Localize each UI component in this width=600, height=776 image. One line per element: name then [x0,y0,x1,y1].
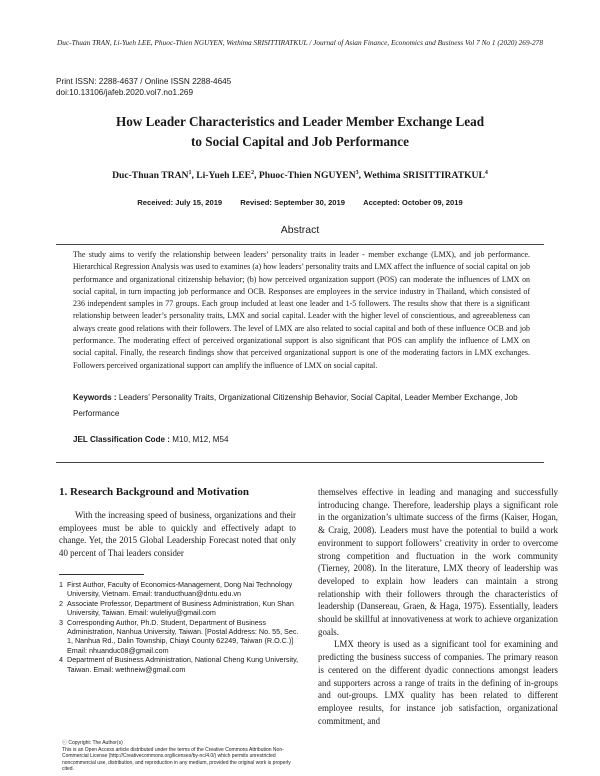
right-column [318,486,558,727]
footnote-text: Associate Professor, Department of Business Administration, Kun Shan University, Taiwan. Email: wuleliyu@gmail.com [67,598,294,618]
footnote-text: Corresponding Author, Ph.D. Student, Department of Business Administration, Nanhua University, Taiwan. [Postal Address: No. 55, Sec. 1, Nanhua Rd., Dalin Township, Chiayi County 62249, Taiwan (R.O.C.)] Email: nhuanduc08@gmail.com [67,617,299,655]
body-paragraph: With the increasing speed of business, organizations and their employees must be able to quickly and effectively adapt to change. Yet, the 2015 Global Leadership Forecast noted that only 40 percent of Thai leaders consider [59,510,296,559]
abstract-heading: Abstract [280,224,320,236]
footnote-number: 2 [59,598,63,608]
body-paragraph: themselves effective in leading and managing and successfully introducing change. Therefore, leadership plays a significant role in the organization’s ultimate success of the firms (Kaiser, Hogan, & Craig, 2008). Leaders must have the potential to build a work environment to support followers’ creativity in order to overcome strong competition and fluctuation in the work community (Tierney, 2008). In the literature, LMX theory of leadership was developed to explain how leaders can maintain a strong relationship with their followers through the characteristics of leadership (Dansereau, Graen, & Haga, 1975). Essentially, leaders should be skillful at innovativeness at work to achieve organization goals. [318,487,558,637]
author-name: Li-Yueh LEE [196,170,252,182]
author-name: Duc-Thuan TRAN [112,170,189,182]
author-affiliation-mark: 1 [188,170,192,176]
title-line-2: to Social Capital and Job Performance [191,134,409,149]
abstract-text: The study aims to verify the relationship between leaders’ personality traits in leader - member exchange (LMX), and job performance. Hierarchical Regression Analysis was used to examines (a) how leaders’ personality traits and LMX affect the influence of social capital on job performance and organizational citizenship behavior; (b) how perceived organization support (POS) can moderate the influences of LMX on social capital, in turn impacting job performance and OCB. Responses are employees in the service industry in Thailand, which consisted of 236 independent samples in 77 groups. Each group included at least one leader and 1-5 followers. The results show that there is a significant relationship between leader’s personality traits, LMX and social capital. Leader with the higher level of conscientious, and agreeableness can always create good relations with their followers. The level of LMX are also related to social capital and both of these influence OCB and job performance. The moderating effect of perceived organizational support is also significant that POS can amplify the influence of LMX on social capital. Finally, the research findings show that perceived organizational support is one of the moderating factors in LMX exchanges. Followers perceived organizational support can amplify the influence of LMX on social capital. [73,250,530,370]
doi-line: doi:10.13106/jafeb.2020.vol7.no1.269 [56,88,194,97]
author-affiliation-mark: 4 [484,170,488,176]
footnote-number: 3 [59,617,63,627]
footnote-text: Department of Business Administration, National Cheng Kung University, Taiwan. Email: wethneiw@gmail.com [67,655,299,674]
footnote [59,580,304,599]
footnote-divider [59,574,144,575]
license-text: This is an Open Access article distributed under the terms of the Creative Commons Attribution Non-Commercial License (http://Creativecommons.org/licenses/by-nc/4.0/) which permits unrestricted noncommercial use, distribution, and reproduction in any medium, provided the original work is properly cited. [62,746,291,772]
issn-block [56,76,231,98]
left-column [59,509,296,560]
jel-label: JEL Classification Code : [73,435,170,444]
footnote-text: First Author, Faculty of Economics-Management, Dong Nai Technology University, Vietnam. Email: tranducthuan@dntu.edu.vn [67,580,293,599]
keywords-label: Keywords : [73,393,117,402]
accepted-date: Accepted: October 09, 2019 [363,198,463,207]
abstract-divider [56,244,544,245]
received-date: Received: July 15, 2019 [137,198,223,207]
submission-dates [40,198,560,207]
copyright-notice [62,740,304,773]
section-heading: 1. Research Background and Motivation [59,486,249,498]
author-name: Phuoc-Thien NGUYEN [258,170,356,182]
keywords [73,390,530,422]
footnote-number: 1 [59,580,63,589]
abstract-bottom-divider [56,462,544,463]
footnote [59,618,304,656]
author-list: Duc-Thuan TRAN$^1$, Li-Yueh LEE$^2$, Phuoc-Thien NGUYEN$^3$, Wethima SRISITTIRATKUL$^4$ [112,170,488,182]
issn-line: Print ISSN: 2288-4637 / Online ISSN 2288-4645 [56,77,232,86]
author-name: Wethima SRISITTIRATKUL [363,170,485,182]
title-line-1: How Leader Characteristics and Leader Member Exchange Lead [115,114,485,129]
footnote-number: 4 [59,655,63,665]
body-paragraph: LMX theory is used as a significant tool for examining and predicting the business success of companies. The primary reason is centered on the different dyadic connections amongst leaders and supporters across a range of traits in the defining of in-groups and out-groups. LMX quality has been related to different employee results, for instance job satisfaction, organizational commitment, and [318,639,558,726]
copyright-line: ⓒ Copyright: The Author(s) [62,740,123,746]
jel-classification [73,435,530,444]
revised-date: Revised: September 30, 2019 [240,198,345,207]
footnotes [59,580,304,674]
author-affiliation-mark: 2 [251,170,255,176]
paper-title [56,112,544,152]
keywords-text: Leaders’ Personality Traits, Organizational Citizenship Behavior, Social Capital, Leader Member Exchange, Job Performance [73,393,518,418]
footnote [59,655,304,674]
footnote [59,599,304,618]
running-header: Duc-Thuan TRAN, Li-Yueh LEE, Phuoc-Thien NGUYEN, Wethima SRISITTIRATKUL / Journal of Asian Finance, Economics and Business Vol 7 No 1 (2020) 269-278 [57,38,543,47]
jel-codes: M10, M12, M54 [172,435,229,444]
author-affiliation-mark: 3 [355,170,359,176]
